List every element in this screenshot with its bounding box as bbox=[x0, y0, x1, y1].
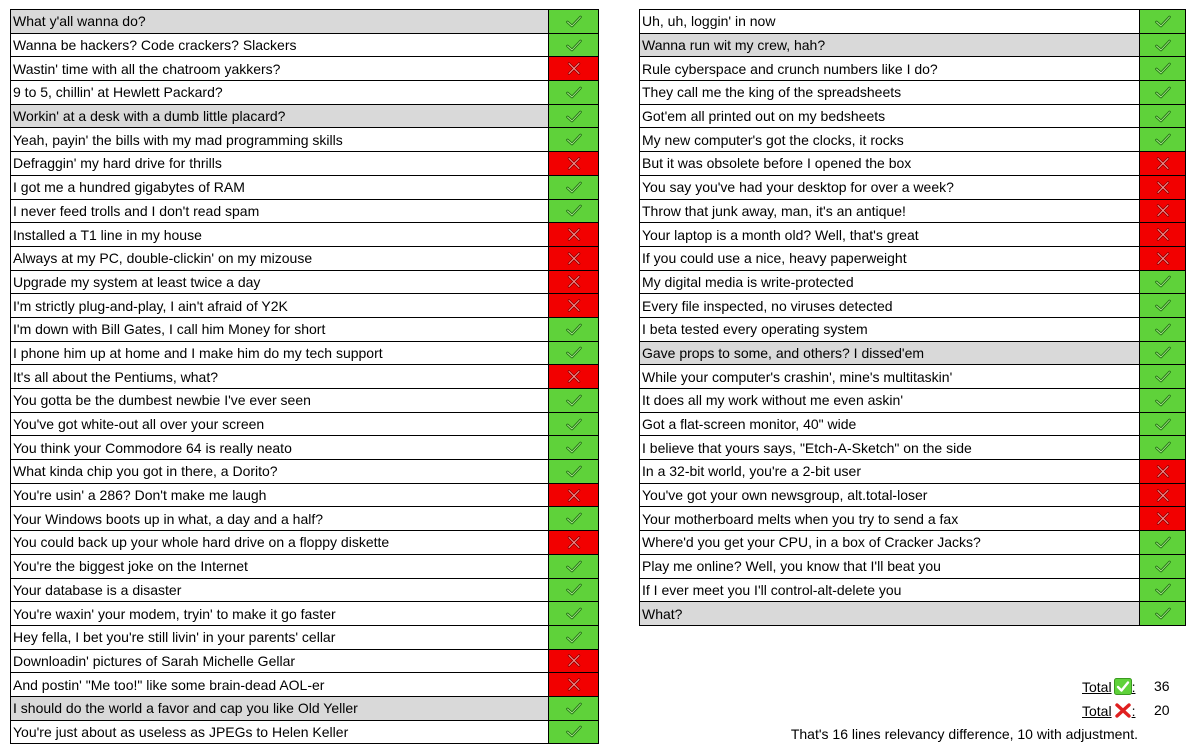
total-check-colon: : bbox=[1131, 679, 1136, 695]
check-icon bbox=[549, 322, 598, 337]
check-icon bbox=[1140, 345, 1185, 360]
table-row bbox=[640, 412, 1186, 436]
lyric-line: Upgrade my system at least twice a day bbox=[11, 270, 549, 294]
cross-icon bbox=[549, 488, 598, 503]
lyric-line: What? bbox=[640, 602, 1140, 626]
check-cell bbox=[1140, 128, 1186, 152]
cross-icon bbox=[549, 677, 598, 692]
check-cell bbox=[549, 81, 599, 105]
check-icon bbox=[549, 393, 598, 408]
check-cell bbox=[549, 199, 599, 223]
cross-cell bbox=[1140, 246, 1186, 270]
summary-text: That's 16 lines relevancy difference, 10 with adjustment. bbox=[790, 726, 1138, 742]
total-cross-row bbox=[1082, 702, 1170, 722]
check-cell bbox=[549, 578, 599, 602]
check-icon bbox=[1140, 322, 1185, 337]
lyric-line: In a 32-bit world, you're a 2-bit user bbox=[640, 460, 1140, 484]
check-icon bbox=[549, 511, 598, 526]
cross-icon bbox=[549, 653, 598, 668]
check-cell bbox=[1140, 365, 1186, 389]
lyric-line: Uh, uh, loggin' in now bbox=[640, 10, 1140, 34]
lyric-line: Installed a T1 line in my house bbox=[11, 223, 549, 247]
cross-icon bbox=[1140, 511, 1185, 526]
cross-icon bbox=[549, 227, 598, 242]
cross-icon bbox=[549, 61, 598, 76]
table-row bbox=[11, 436, 599, 460]
check-cell bbox=[549, 554, 599, 578]
table-row bbox=[11, 578, 599, 602]
lyric-line: You're waxin' your modem, tryin' to make it go faster bbox=[11, 602, 549, 626]
cross-icon bbox=[1140, 156, 1185, 171]
check-icon bbox=[1140, 14, 1185, 29]
cross-cell bbox=[549, 365, 599, 389]
check-icon bbox=[549, 345, 598, 360]
table-row bbox=[640, 199, 1186, 223]
cross-icon bbox=[1114, 702, 1132, 722]
table-row bbox=[11, 412, 599, 436]
check-icon bbox=[1140, 369, 1185, 384]
check-icon bbox=[1140, 559, 1185, 574]
check-cell bbox=[549, 389, 599, 413]
check-cell bbox=[1140, 104, 1186, 128]
lyric-line: If you could use a nice, heavy paperweight bbox=[640, 246, 1140, 270]
check-icon bbox=[549, 417, 598, 432]
check-icon bbox=[1140, 606, 1185, 621]
lyric-line: It does all my work without me even askin' bbox=[640, 389, 1140, 413]
table-row bbox=[640, 223, 1186, 247]
right-lyrics-table bbox=[639, 9, 1186, 626]
table-row bbox=[640, 341, 1186, 365]
table-row bbox=[640, 554, 1186, 578]
lyric-line: Hey fella, I bet you're still livin' in your parents' cellar bbox=[11, 625, 549, 649]
check-icon bbox=[549, 724, 598, 739]
table-row bbox=[11, 81, 599, 105]
table-row bbox=[640, 483, 1186, 507]
check-icon bbox=[1140, 417, 1185, 432]
cross-icon bbox=[1140, 251, 1185, 266]
table-row bbox=[640, 365, 1186, 389]
cross-icon bbox=[1140, 203, 1185, 218]
cross-icon bbox=[1140, 180, 1185, 195]
table-row bbox=[11, 57, 599, 81]
check-icon bbox=[549, 132, 598, 147]
cross-cell bbox=[1140, 483, 1186, 507]
cross-cell bbox=[549, 223, 599, 247]
check-icon bbox=[549, 203, 598, 218]
table-row bbox=[640, 531, 1186, 555]
check-cell bbox=[549, 104, 599, 128]
lyric-line: Defraggin' my hard drive for thrills bbox=[11, 152, 549, 176]
cross-icon bbox=[549, 298, 598, 313]
check-icon bbox=[549, 109, 598, 124]
lyric-line: Wastin' time with all the chatroom yakkers? bbox=[11, 57, 549, 81]
check-icon bbox=[549, 38, 598, 53]
cross-cell bbox=[549, 649, 599, 673]
lyric-line: 9 to 5, chillin' at Hewlett Packard? bbox=[11, 81, 549, 105]
table-row bbox=[11, 104, 599, 128]
cross-icon bbox=[1140, 227, 1185, 242]
table-row bbox=[640, 128, 1186, 152]
cross-icon bbox=[549, 535, 598, 550]
check-cell bbox=[1140, 602, 1186, 626]
table-row bbox=[640, 270, 1186, 294]
table-row bbox=[11, 507, 599, 531]
cross-icon bbox=[1140, 488, 1185, 503]
check-cell bbox=[549, 696, 599, 720]
cross-cell bbox=[1140, 199, 1186, 223]
check-icon bbox=[1140, 38, 1185, 53]
lyric-line: Yeah, payin' the bills with my mad programming skills bbox=[11, 128, 549, 152]
check-cell bbox=[1140, 270, 1186, 294]
lyric-line: I never feed trolls and I don't read spam bbox=[11, 199, 549, 223]
total-cross-colon: : bbox=[1131, 703, 1136, 719]
table-row bbox=[11, 531, 599, 555]
cross-cell bbox=[549, 483, 599, 507]
lyric-line: Your motherboard melts when you try to send a fax bbox=[640, 507, 1140, 531]
lyric-line: My digital media is write-protected bbox=[640, 270, 1140, 294]
lyric-line: They call me the king of the spreadsheets bbox=[640, 81, 1140, 105]
lyric-line: Your database is a disaster bbox=[11, 578, 549, 602]
right-table-body bbox=[640, 10, 1186, 626]
check-cell bbox=[1140, 33, 1186, 57]
check-cell bbox=[1140, 389, 1186, 413]
table-row bbox=[11, 696, 599, 720]
check-cell bbox=[549, 436, 599, 460]
check-icon bbox=[1140, 274, 1185, 289]
lyric-line: Throw that junk away, man, it's an antique! bbox=[640, 199, 1140, 223]
table-row bbox=[11, 649, 599, 673]
lyric-line: Got a flat-screen monitor, 40" wide bbox=[640, 412, 1140, 436]
table-row bbox=[11, 673, 599, 697]
check-cell bbox=[549, 507, 599, 531]
cross-cell bbox=[549, 531, 599, 555]
cross-cell bbox=[549, 246, 599, 270]
lyric-line: You're usin' a 286? Don't make me laugh bbox=[11, 483, 549, 507]
check-cell bbox=[549, 175, 599, 199]
check-cell bbox=[1140, 294, 1186, 318]
table-row bbox=[640, 436, 1186, 460]
table-row bbox=[11, 199, 599, 223]
check-cell bbox=[1140, 341, 1186, 365]
lyric-line: You could back up your whole hard drive on a floppy diskette bbox=[11, 531, 549, 555]
lyric-line: You gotta be the dumbest newbie I've ever seen bbox=[11, 389, 549, 413]
table-row bbox=[11, 33, 599, 57]
check-cell bbox=[549, 10, 599, 34]
cross-cell bbox=[1140, 152, 1186, 176]
table-row bbox=[640, 460, 1186, 484]
check-cell bbox=[549, 317, 599, 341]
table-row bbox=[11, 294, 599, 318]
check-icon bbox=[549, 582, 598, 597]
check-icon bbox=[1140, 109, 1185, 124]
table-row bbox=[11, 389, 599, 413]
left-lyrics-table bbox=[10, 9, 599, 744]
table-row bbox=[640, 389, 1186, 413]
table-row bbox=[640, 602, 1186, 626]
check-icon bbox=[1140, 440, 1185, 455]
check-icon bbox=[549, 630, 598, 645]
check-icon bbox=[549, 440, 598, 455]
table-row bbox=[11, 365, 599, 389]
check-icon bbox=[1114, 678, 1132, 698]
table-row bbox=[11, 175, 599, 199]
lyric-line: Every file inspected, no viruses detected bbox=[640, 294, 1140, 318]
check-icon bbox=[549, 464, 598, 479]
lyric-line: I'm down with Bill Gates, I call him Money for short bbox=[11, 317, 549, 341]
table-row bbox=[640, 10, 1186, 34]
cross-icon bbox=[1140, 464, 1185, 479]
table-row bbox=[11, 720, 599, 744]
cross-cell bbox=[549, 57, 599, 81]
lyric-line: Wanna run wit my crew, hah? bbox=[640, 33, 1140, 57]
table-row bbox=[640, 104, 1186, 128]
table-row bbox=[11, 341, 599, 365]
check-icon bbox=[1140, 535, 1185, 550]
lyric-line: Got'em all printed out on my bedsheets bbox=[640, 104, 1140, 128]
check-cell bbox=[549, 412, 599, 436]
cross-icon bbox=[549, 251, 598, 266]
cross-cell bbox=[549, 270, 599, 294]
lyric-line: I'm strictly plug-and-play, I ain't afraid of Y2K bbox=[11, 294, 549, 318]
table-row bbox=[640, 81, 1186, 105]
check-cell bbox=[549, 341, 599, 365]
table-row bbox=[11, 128, 599, 152]
check-icon bbox=[1140, 393, 1185, 408]
lyric-line: You're the biggest joke on the Internet bbox=[11, 554, 549, 578]
table-row bbox=[640, 246, 1186, 270]
table-row bbox=[11, 152, 599, 176]
cross-cell bbox=[549, 294, 599, 318]
cross-icon bbox=[549, 369, 598, 384]
check-cell bbox=[1140, 436, 1186, 460]
cross-cell bbox=[1140, 223, 1186, 247]
lyric-line: You think your Commodore 64 is really neato bbox=[11, 436, 549, 460]
lyric-line: If I ever meet you I'll control-alt-delete you bbox=[640, 578, 1140, 602]
check-icon bbox=[549, 559, 598, 574]
total-cross-value: 20 bbox=[1154, 702, 1170, 718]
lyric-line: You've got white-out all over your screen bbox=[11, 412, 549, 436]
cross-icon bbox=[549, 274, 598, 289]
lyric-line: Rule cyberspace and crunch numbers like I do? bbox=[640, 57, 1140, 81]
check-icon bbox=[1140, 85, 1185, 100]
table-row bbox=[11, 483, 599, 507]
lyric-line: Workin' at a desk with a dumb little placard? bbox=[11, 104, 549, 128]
table-row bbox=[640, 57, 1186, 81]
table-row bbox=[640, 294, 1186, 318]
check-cell bbox=[1140, 10, 1186, 34]
table-row bbox=[640, 507, 1186, 531]
lyric-line: You're just about as useless as JPEGs to Helen Keller bbox=[11, 720, 549, 744]
lyric-line: You've got your own newsgroup, alt.total-loser bbox=[640, 483, 1140, 507]
cross-cell bbox=[1140, 460, 1186, 484]
lyric-line: It's all about the Pentiums, what? bbox=[11, 365, 549, 389]
lyric-line: While your computer's crashin', mine's multitaskin' bbox=[640, 365, 1140, 389]
table-row bbox=[11, 246, 599, 270]
check-icon bbox=[549, 85, 598, 100]
lyric-line: I should do the world a favor and cap you like Old Yeller bbox=[11, 696, 549, 720]
check-cell bbox=[1140, 412, 1186, 436]
table-row bbox=[11, 270, 599, 294]
check-cell bbox=[549, 720, 599, 744]
lyric-line: I got me a hundred gigabytes of RAM bbox=[11, 175, 549, 199]
table-row bbox=[11, 317, 599, 341]
table-row bbox=[11, 460, 599, 484]
total-check-row bbox=[1082, 678, 1170, 698]
check-cell bbox=[1140, 531, 1186, 555]
total-cross-label: Total bbox=[1082, 703, 1112, 719]
table-row bbox=[11, 602, 599, 626]
cross-cell bbox=[1140, 507, 1186, 531]
lyric-line: And postin' "Me too!" like some brain-dead AOL-er bbox=[11, 673, 549, 697]
cross-cell bbox=[549, 673, 599, 697]
check-cell bbox=[549, 602, 599, 626]
check-icon bbox=[549, 701, 598, 716]
check-icon bbox=[549, 14, 598, 29]
check-cell bbox=[1140, 578, 1186, 602]
lyric-line: But it was obsolete before I opened the box bbox=[640, 152, 1140, 176]
lyric-line: Your Windows boots up in what, a day and a half? bbox=[11, 507, 549, 531]
table-row bbox=[11, 625, 599, 649]
lyric-line: Wanna be hackers? Code crackers? Slackers bbox=[11, 33, 549, 57]
table-row bbox=[11, 554, 599, 578]
check-icon bbox=[549, 606, 598, 621]
lyric-line: Always at my PC, double-clickin' on my mizouse bbox=[11, 246, 549, 270]
check-cell bbox=[1140, 81, 1186, 105]
check-cell bbox=[1140, 554, 1186, 578]
check-cell bbox=[549, 33, 599, 57]
left-table-body bbox=[11, 10, 599, 744]
cross-cell bbox=[1140, 175, 1186, 199]
lyric-line: I believe that yours says, "Etch-A-Sketch" on the side bbox=[640, 436, 1140, 460]
check-icon bbox=[1140, 582, 1185, 597]
check-cell bbox=[549, 128, 599, 152]
check-icon bbox=[549, 180, 598, 195]
lyric-line: I phone him up at home and I make him do my tech support bbox=[11, 341, 549, 365]
cross-cell bbox=[549, 152, 599, 176]
cross-icon bbox=[549, 156, 598, 171]
lyric-line: Gave props to some, and others? I dissed'em bbox=[640, 341, 1140, 365]
lyric-line: Your laptop is a month old? Well, that's great bbox=[640, 223, 1140, 247]
table-row bbox=[640, 152, 1186, 176]
check-cell bbox=[549, 460, 599, 484]
check-icon bbox=[1140, 298, 1185, 313]
table-row bbox=[640, 33, 1186, 57]
lyric-line: I beta tested every operating system bbox=[640, 317, 1140, 341]
lyric-line: Downloadin' pictures of Sarah Michelle Gellar bbox=[11, 649, 549, 673]
lyric-line: What y'all wanna do? bbox=[11, 10, 549, 34]
check-icon bbox=[1140, 61, 1185, 76]
table-row bbox=[11, 10, 599, 34]
table-row bbox=[11, 223, 599, 247]
check-cell bbox=[1140, 57, 1186, 81]
table-row bbox=[640, 578, 1186, 602]
table-row bbox=[640, 175, 1186, 199]
lyric-line: Where'd you get your CPU, in a box of Cracker Jacks? bbox=[640, 531, 1140, 555]
lyric-line: My new computer's got the clocks, it rocks bbox=[640, 128, 1140, 152]
lyric-line: You say you've had your desktop for over a week? bbox=[640, 175, 1140, 199]
check-cell bbox=[1140, 317, 1186, 341]
check-cell bbox=[549, 625, 599, 649]
total-check-label: Total bbox=[1082, 679, 1112, 695]
total-check-value: 36 bbox=[1154, 678, 1170, 694]
check-icon bbox=[1140, 132, 1185, 147]
table-row bbox=[640, 317, 1186, 341]
lyric-line: What kinda chip you got in there, a Dorito? bbox=[11, 460, 549, 484]
lyric-line: Play me online? Well, you know that I'll beat you bbox=[640, 554, 1140, 578]
